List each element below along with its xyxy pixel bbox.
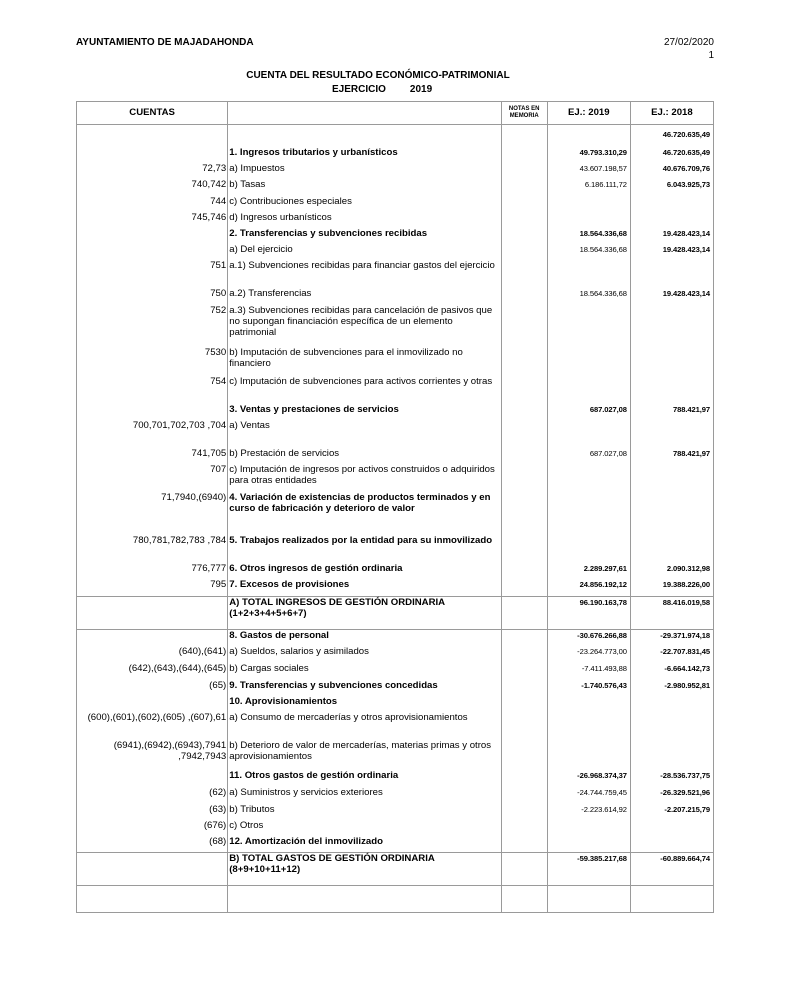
value-2019: -2.223.614,92 bbox=[547, 804, 630, 820]
value-2019 bbox=[547, 129, 630, 147]
header-ej2018: EJ.: 2018 bbox=[630, 102, 713, 125]
value-2018 bbox=[630, 820, 713, 836]
value-2019: 43.607.198,57 bbox=[547, 163, 630, 179]
row-description: b) Imputación de subvenciones para el inmovilizado no financiero bbox=[228, 347, 501, 376]
value-2018: 788.421,97 bbox=[630, 448, 713, 464]
account-code: (676) bbox=[77, 820, 228, 836]
value-2019: -7.411.493,88 bbox=[547, 663, 630, 680]
value-2018: 46.720.635,49 bbox=[630, 147, 713, 163]
value-2018 bbox=[630, 212, 713, 228]
value-2018: 40.676.709,76 bbox=[630, 163, 713, 179]
account-code: 744 bbox=[77, 196, 228, 212]
row-description: c) Imputación de subvenciones para activos corrientes y otras bbox=[228, 376, 501, 404]
account-code: 7530 bbox=[77, 347, 228, 376]
value-2018: 19.388.226,00 bbox=[630, 579, 713, 596]
notes-cell bbox=[501, 563, 547, 579]
table-row bbox=[77, 129, 714, 147]
table-row bbox=[77, 804, 714, 820]
row-description: 6. Otros ingresos de gestión ordinaria bbox=[228, 563, 501, 579]
account-code: 752 bbox=[77, 305, 228, 347]
notes-cell bbox=[501, 260, 547, 288]
row-description: 7. Excesos de provisiones bbox=[228, 579, 501, 596]
notes-cell bbox=[501, 448, 547, 464]
account-code bbox=[77, 129, 228, 147]
subtitle-label: EJERCICIO bbox=[332, 84, 386, 95]
notes-cell bbox=[501, 376, 547, 404]
table-row bbox=[77, 563, 714, 579]
value-2019: -23.264.773,00 bbox=[547, 646, 630, 663]
account-code bbox=[77, 770, 228, 787]
row-description: c) Otros bbox=[228, 820, 501, 836]
row-description: 9. Transferencias y subvenciones concedidas bbox=[228, 680, 501, 696]
value-2019: -24.744.759,45 bbox=[547, 787, 630, 804]
row-description: 8. Gastos de personal bbox=[228, 629, 501, 646]
account-code: (642),(643),(644),(645) bbox=[77, 663, 228, 680]
notes-cell bbox=[501, 663, 547, 680]
account-code: 707 bbox=[77, 464, 228, 492]
notes-cell bbox=[501, 244, 547, 260]
value-2018 bbox=[630, 740, 713, 770]
account-code: (68) bbox=[77, 836, 228, 852]
value-2018 bbox=[630, 712, 713, 740]
table-row bbox=[77, 712, 714, 740]
account-code bbox=[77, 147, 228, 163]
value-2019 bbox=[547, 464, 630, 492]
table-row bbox=[77, 347, 714, 376]
value-2018: 2.090.312,98 bbox=[630, 563, 713, 579]
account-code: (65) bbox=[77, 680, 228, 696]
value-2018 bbox=[630, 420, 713, 448]
value-2018 bbox=[630, 260, 713, 288]
table-row bbox=[77, 260, 714, 288]
notes-cell bbox=[501, 646, 547, 663]
row-description: d) Ingresos urbanísticos bbox=[228, 212, 501, 228]
value-2019 bbox=[547, 212, 630, 228]
table-row bbox=[77, 820, 714, 836]
value-2019: 96.190.163,78 bbox=[547, 596, 630, 629]
value-2018: -29.371.974,18 bbox=[630, 629, 713, 646]
notes-cell bbox=[501, 629, 547, 646]
value-2018: -6.664.142,73 bbox=[630, 663, 713, 680]
value-2018: 19.428.423,14 bbox=[630, 288, 713, 305]
value-2019 bbox=[547, 740, 630, 770]
table-row bbox=[77, 836, 714, 852]
notes-cell bbox=[501, 712, 547, 740]
table-row bbox=[77, 244, 714, 260]
row-description: a) Suministros y servicios exteriores bbox=[228, 787, 501, 804]
account-code: 740,742 bbox=[77, 179, 228, 196]
notes-cell bbox=[501, 579, 547, 596]
value-2018: -26.329.521,96 bbox=[630, 787, 713, 804]
table-row bbox=[77, 404, 714, 420]
value-2018: -2.980.952,81 bbox=[630, 680, 713, 696]
table-row bbox=[77, 646, 714, 663]
notes-cell bbox=[501, 535, 547, 563]
account-code bbox=[77, 629, 228, 646]
notes-cell bbox=[501, 787, 547, 804]
total-row bbox=[77, 852, 714, 885]
row-description: a) Ventas bbox=[228, 420, 501, 448]
notes-cell bbox=[501, 212, 547, 228]
row-description: 10. Aprovisionamientos bbox=[228, 696, 501, 712]
table-row bbox=[77, 492, 714, 535]
value-2019 bbox=[547, 836, 630, 852]
value-2019: 6.186.111,72 bbox=[547, 179, 630, 196]
row-description: a.3) Subvenciones recibidas para cancelación de pasivos que no supongan financiación específica de un elemento patrimonial bbox=[228, 305, 501, 347]
table-row bbox=[77, 787, 714, 804]
value-2018: 46.720.635,49 bbox=[630, 129, 713, 147]
header-descripcion bbox=[228, 102, 501, 125]
table-row bbox=[77, 228, 714, 244]
value-2019 bbox=[547, 712, 630, 740]
subtitle-year: 2019 bbox=[409, 84, 433, 95]
value-2018: 788.421,97 bbox=[630, 404, 713, 420]
account-code bbox=[77, 696, 228, 712]
value-2019: 687.027,08 bbox=[547, 448, 630, 464]
notes-cell bbox=[501, 305, 547, 347]
value-2018 bbox=[630, 305, 713, 347]
value-2019 bbox=[547, 696, 630, 712]
notes-cell bbox=[501, 596, 547, 629]
account-code: 71,7940,(6940) bbox=[77, 492, 228, 535]
table-row bbox=[77, 740, 714, 770]
table-row bbox=[77, 579, 714, 596]
notes-cell bbox=[501, 804, 547, 820]
value-2018: -60.889.664,74 bbox=[630, 852, 713, 885]
notes-cell bbox=[501, 492, 547, 535]
value-2019: 18.564.336,68 bbox=[547, 288, 630, 305]
organization-name: AYUNTAMIENTO DE MAJADAHONDA bbox=[76, 37, 254, 48]
row-description: b) Tasas bbox=[228, 179, 501, 196]
value-2019: 687.027,08 bbox=[547, 404, 630, 420]
notes-cell bbox=[501, 147, 547, 163]
notes-cell bbox=[501, 288, 547, 305]
account-code bbox=[77, 852, 228, 885]
notes-cell bbox=[501, 196, 547, 212]
row-description: 3. Ventas y prestaciones de servicios bbox=[228, 404, 501, 420]
notes-cell bbox=[501, 228, 547, 244]
value-2019: -59.385.217,68 bbox=[547, 852, 630, 885]
account-code: 776,777 bbox=[77, 563, 228, 579]
value-2019: 49.793.310,29 bbox=[547, 147, 630, 163]
value-2018 bbox=[630, 836, 713, 852]
account-code: 745,746 bbox=[77, 212, 228, 228]
account-code: (6941),(6942),(6943),7941 ,7942,7943 bbox=[77, 740, 228, 770]
table-row bbox=[77, 535, 714, 563]
header-notas-label: NOTAS EN MEMORIA bbox=[508, 106, 540, 119]
value-2018 bbox=[630, 376, 713, 404]
table-row bbox=[77, 663, 714, 680]
results-table bbox=[76, 101, 714, 913]
row-description: a) Del ejercicio bbox=[228, 244, 501, 260]
account-code: (600),(601),(602),(605) ,(607),61 bbox=[77, 712, 228, 740]
account-code: 780,781,782,783 ,784 bbox=[77, 535, 228, 563]
table-row bbox=[77, 305, 714, 347]
report-date: 27/02/2020 bbox=[663, 37, 714, 48]
notes-cell bbox=[501, 820, 547, 836]
account-code: (62) bbox=[77, 787, 228, 804]
notes-cell bbox=[501, 420, 547, 448]
row-description: 2. Transferencias y subvenciones recibidas bbox=[228, 228, 501, 244]
row-description: a.1) Subvenciones recibidas para financiar gastos del ejercicio bbox=[228, 260, 501, 288]
notes-cell bbox=[501, 404, 547, 420]
notes-cell bbox=[501, 740, 547, 770]
value-2018: -2.207.215,79 bbox=[630, 804, 713, 820]
header-notas bbox=[501, 102, 547, 125]
notes-cell bbox=[501, 464, 547, 492]
notes-cell bbox=[501, 696, 547, 712]
report-title: CUENTA DEL RESULTADO ECONÓMICO-PATRIMONIAL bbox=[246, 70, 510, 81]
table-row bbox=[77, 147, 714, 163]
value-2018: 6.043.925,73 bbox=[630, 179, 713, 196]
table-row bbox=[77, 196, 714, 212]
value-2018 bbox=[630, 492, 713, 535]
row-description: c) Imputación de ingresos por activos construidos o adquiridos para otras entidades bbox=[228, 464, 501, 492]
table-row bbox=[77, 376, 714, 404]
value-2018: 88.416.019,58 bbox=[630, 596, 713, 629]
value-2019: 2.289.297,61 bbox=[547, 563, 630, 579]
account-code: 795 bbox=[77, 579, 228, 596]
notes-cell bbox=[501, 680, 547, 696]
page-number: 1 bbox=[708, 50, 714, 61]
value-2018 bbox=[630, 464, 713, 492]
table-row bbox=[77, 680, 714, 696]
value-2018 bbox=[630, 696, 713, 712]
account-code: 754 bbox=[77, 376, 228, 404]
table-row bbox=[77, 629, 714, 646]
row-description: a.2) Transferencias bbox=[228, 288, 501, 305]
table-row bbox=[77, 288, 714, 305]
value-2019 bbox=[547, 305, 630, 347]
notes-cell bbox=[501, 836, 547, 852]
account-code: (63) bbox=[77, 804, 228, 820]
row-description bbox=[228, 129, 501, 147]
value-2019: 24.856.192,12 bbox=[547, 579, 630, 596]
row-description: c) Contribuciones especiales bbox=[228, 196, 501, 212]
value-2019: 18.564.336,68 bbox=[547, 228, 630, 244]
value-2018: 19.428.423,14 bbox=[630, 228, 713, 244]
table-row bbox=[77, 212, 714, 228]
empty-row bbox=[77, 885, 714, 912]
table-row bbox=[77, 163, 714, 179]
table-row bbox=[77, 696, 714, 712]
header-cuentas: CUENTAS bbox=[77, 102, 228, 125]
table-row bbox=[77, 179, 714, 196]
value-2019: -26.968.374,37 bbox=[547, 770, 630, 787]
report-subtitle bbox=[332, 84, 432, 95]
account-code bbox=[77, 244, 228, 260]
row-description: a) Sueldos, salarios y asimilados bbox=[228, 646, 501, 663]
notes-cell bbox=[501, 770, 547, 787]
table-header-row bbox=[77, 102, 714, 125]
notes-cell bbox=[501, 852, 547, 885]
header-ej2019: EJ.: 2019 bbox=[547, 102, 630, 125]
value-2019 bbox=[547, 260, 630, 288]
table-row bbox=[77, 448, 714, 464]
total-row bbox=[77, 596, 714, 629]
account-code bbox=[77, 596, 228, 629]
row-description: a) Impuestos bbox=[228, 163, 501, 179]
account-code: (640),(641) bbox=[77, 646, 228, 663]
row-description: b) Prestación de servicios bbox=[228, 448, 501, 464]
value-2018 bbox=[630, 347, 713, 376]
account-code: 741,705 bbox=[77, 448, 228, 464]
row-description: b) Cargas sociales bbox=[228, 663, 501, 680]
row-description: a) Consumo de mercaderías y otros aprovisionamientos bbox=[228, 712, 501, 740]
value-2019 bbox=[547, 196, 630, 212]
notes-cell bbox=[501, 347, 547, 376]
account-code: 72,73 bbox=[77, 163, 228, 179]
row-description: 12. Amortización del inmovilizado bbox=[228, 836, 501, 852]
value-2018: -22.707.831,45 bbox=[630, 646, 713, 663]
value-2018 bbox=[630, 535, 713, 563]
value-2019 bbox=[547, 347, 630, 376]
value-2019 bbox=[547, 820, 630, 836]
value-2019: 18.564.336,68 bbox=[547, 244, 630, 260]
row-description: b) Tributos bbox=[228, 804, 501, 820]
account-code: 750 bbox=[77, 288, 228, 305]
row-description: 1. Ingresos tributarios y urbanísticos bbox=[228, 147, 501, 163]
row-description: 5. Trabajos realizados por la entidad para su inmovilizado bbox=[228, 535, 501, 563]
value-2018: 19.428.423,14 bbox=[630, 244, 713, 260]
notes-cell bbox=[501, 163, 547, 179]
table-row bbox=[77, 420, 714, 448]
value-2018 bbox=[630, 196, 713, 212]
account-code: 751 bbox=[77, 260, 228, 288]
table-row bbox=[77, 464, 714, 492]
value-2019 bbox=[547, 376, 630, 404]
value-2018: -28.536.737,75 bbox=[630, 770, 713, 787]
row-description: B) TOTAL GASTOS DE GESTIÓN ORDINARIA (8+9+10+11+12) bbox=[228, 852, 501, 885]
table-row bbox=[77, 770, 714, 787]
row-description: A) TOTAL INGRESOS DE GESTIÓN ORDINARIA (1+2+3+4+5+6+7) bbox=[228, 596, 501, 629]
account-code bbox=[77, 228, 228, 244]
account-code: 700,701,702,703 ,704 bbox=[77, 420, 228, 448]
value-2019: -1.740.576,43 bbox=[547, 680, 630, 696]
value-2019 bbox=[547, 492, 630, 535]
value-2019: -30.676.266,88 bbox=[547, 629, 630, 646]
row-description: 4. Variación de existencias de productos terminados y en curso de fabricación y deterioro de valor bbox=[228, 492, 501, 535]
value-2019 bbox=[547, 535, 630, 563]
account-code bbox=[77, 404, 228, 420]
notes-cell bbox=[501, 129, 547, 147]
row-description: b) Deterioro de valor de mercaderías, materias primas y otros aprovisionamientos bbox=[228, 740, 501, 770]
value-2019 bbox=[547, 420, 630, 448]
notes-cell bbox=[501, 179, 547, 196]
row-description: 11. Otros gastos de gestión ordinaria bbox=[228, 770, 501, 787]
